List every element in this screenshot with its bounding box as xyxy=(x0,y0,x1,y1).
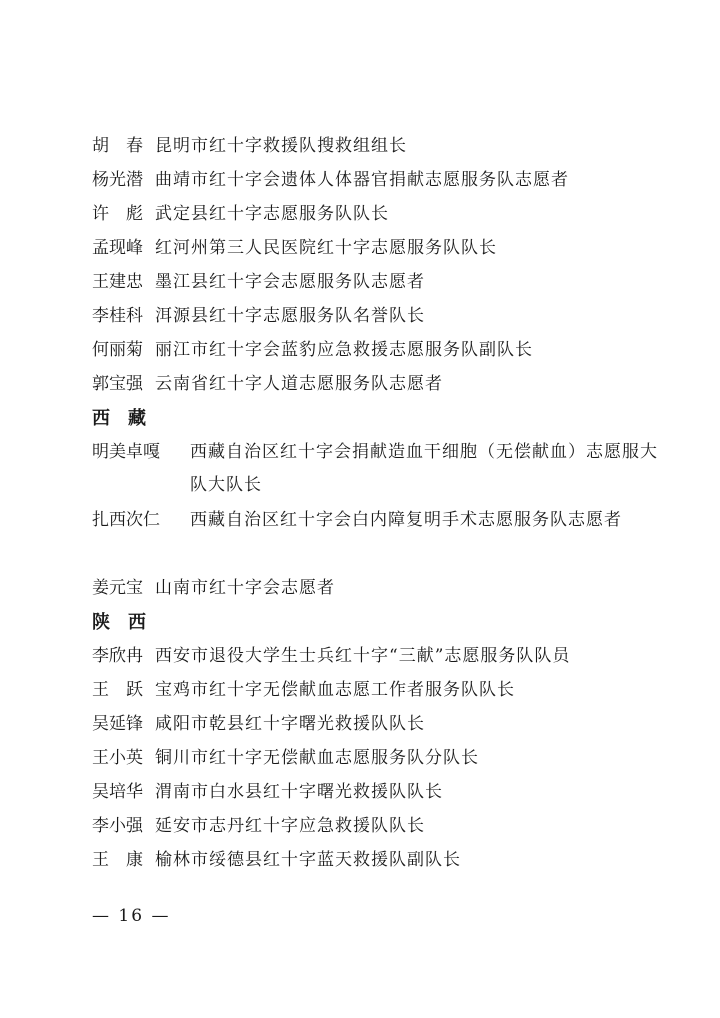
entry-role: 西安市退役大学生士兵红十字“三献”志愿服务队队员 xyxy=(155,646,571,666)
entry-name: 许 彪 xyxy=(92,204,143,224)
entry-name: 扎西次仁 xyxy=(92,510,160,530)
list-item xyxy=(92,810,660,843)
list-item xyxy=(92,232,660,265)
entry-role: 昆明市红十字救援队搜救组组长 xyxy=(155,136,407,156)
entry-name: 吴延锋 xyxy=(92,714,143,734)
list-item xyxy=(92,674,660,707)
entry-role: 武定县红十字志愿服务队队长 xyxy=(155,204,389,224)
entry-role: 墨江县红十字会志愿服务队志愿者 xyxy=(155,272,425,292)
section-heading-shaanxi: 陕 西 xyxy=(92,612,146,633)
entry-role: 延安市志丹红十字应急救援队队长 xyxy=(155,816,425,836)
list-item xyxy=(92,266,660,299)
entry-role: 红河州第三人民医院红十字志愿服务队队长 xyxy=(155,238,497,258)
entry-role: 宝鸡市红十字无偿献血志愿工作者服务队队长 xyxy=(155,680,515,700)
entry-role: 山南市红十字会志愿者 xyxy=(155,578,335,598)
list-item xyxy=(92,640,660,673)
list-item xyxy=(92,572,660,605)
entry-role: 榆林市绥德县红十字蓝天救援队副队长 xyxy=(155,850,461,870)
entry-role: 曲靖市红十字会遗体人体器官捐献志愿服务队志愿者 xyxy=(155,170,569,190)
entry-name: 胡 春 xyxy=(92,136,143,156)
entry-name: 王 跃 xyxy=(92,680,143,700)
list-item xyxy=(92,742,660,775)
entry-role: 渭南市白水县红十字曙光救援队队长 xyxy=(155,782,443,802)
list-item xyxy=(92,198,660,231)
entry-name: 李小强 xyxy=(92,816,143,836)
entry-name: 李桂科 xyxy=(92,306,143,326)
entry-role: 咸阳市乾县红十字曙光救援队队长 xyxy=(155,714,425,734)
list-item xyxy=(92,844,660,877)
entry-name: 王建忠 xyxy=(92,272,143,292)
list-item xyxy=(92,776,660,809)
entry-name: 姜元宝 xyxy=(92,578,143,598)
section-heading-tibet: 西 藏 xyxy=(92,408,146,429)
entry-name: 吴培华 xyxy=(92,782,143,802)
list-item xyxy=(92,164,660,197)
page-number: — 16 — xyxy=(92,906,171,926)
entry-name: 明美卓嘎 xyxy=(92,442,160,462)
entry-name: 李欣冉 xyxy=(92,646,143,666)
entry-name: 何丽菊 xyxy=(92,340,143,360)
entry-name: 王小英 xyxy=(92,748,143,768)
list-item xyxy=(92,334,660,367)
entry-name: 孟现峰 xyxy=(92,238,143,258)
list-item xyxy=(92,368,660,401)
list-item xyxy=(92,504,660,537)
entry-role: 西藏自治区红十字会白内障复明手术志愿服务队志愿者 xyxy=(190,510,622,530)
list-item xyxy=(92,130,660,163)
list-item xyxy=(92,708,660,741)
entry-role: 洱源县红十字志愿服务队名誉队长 xyxy=(155,306,425,326)
entry-name: 王 康 xyxy=(92,850,143,870)
entry-name: 郭宝强 xyxy=(92,374,143,394)
entry-role: 丽江市红十字会蓝豹应急救援志愿服务队副队长 xyxy=(155,340,533,360)
entry-role: 云南省红十字人道志愿服务队志愿者 xyxy=(155,374,443,394)
list-item xyxy=(92,436,660,502)
entry-name: 杨光潜 xyxy=(92,170,143,190)
entry-role: 铜川市红十字无偿献血志愿服务队分队长 xyxy=(155,748,479,768)
list-item xyxy=(92,300,660,333)
entry-role: 西藏自治区红十字会捐献造血干细胞（无偿献血）志愿服大队大队长 xyxy=(190,442,658,495)
